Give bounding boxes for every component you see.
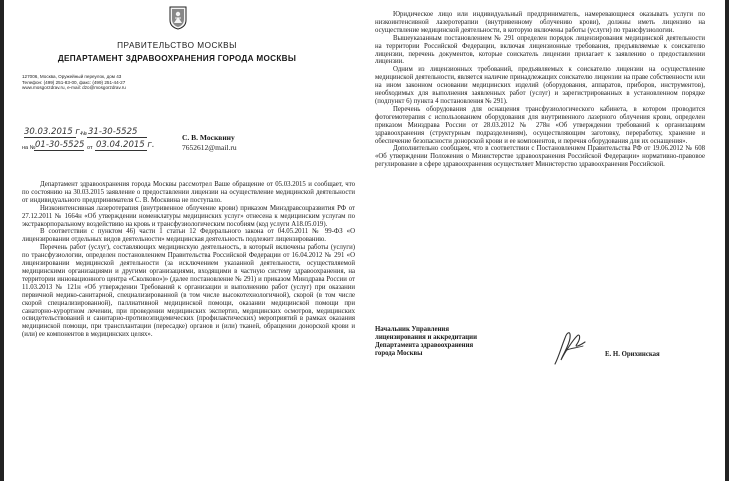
date-underline <box>24 137 76 138</box>
position-line: лицензирования и аккредитации <box>375 334 477 342</box>
registration-date: 30.03.2015 г. <box>24 127 83 137</box>
position-line: Начальник Управления <box>375 326 450 333</box>
paragraph: Перечень оборудования для оснащения трансфузиологического кабинета, в котором проводится фотогемотерапия с использованием оборудования для внутривенного лазерного облучения крови, определен приказом Минздрава России от 28.03.2012 № 278н «Об утверждении требований к организациям здравоохранения (структурным подразделениям), осуществляющим заготовку, переработку, хранение и обеспечение безопасности донорской крови и ее компонентов, и перечня оборудования для их оснащения». <box>375 105 705 145</box>
left-column <box>22 0 355 481</box>
page-edge-left <box>0 0 4 481</box>
handwritten-signature <box>547 326 591 368</box>
position-line: города Москвы <box>375 350 423 358</box>
recipient-name: С. В. Москвину <box>182 133 235 142</box>
moscow-coat-of-arms-icon <box>169 6 187 30</box>
number-underline <box>87 137 147 138</box>
reference-date-underline <box>95 150 147 151</box>
paragraph: Юридическое лицо или индивидуальный предприниматель, намеревающиеся оказывать услуги по низкоинтенсивной лазеротерапии (внутривенному облучению крови), должны иметь лицензию на осуществление медицинской деятельности, в которую включены работы (услуги) по трансфузиологии. <box>375 11 705 34</box>
paragraph: В соответствии с пунктом 46) части 1 статьи 12 Федерального закона от 04.05.2011 № 99-ФЗ «О лицензировании отдельных видов деятельности» медицинская деятельность подлежит лицензированию. <box>22 228 355 244</box>
phone-line: Телефон: (499) 251-83-00, факс: (499) 251-44-27 <box>22 79 126 85</box>
signatory-position <box>375 326 477 358</box>
paragraph: Низкоинтенсивная лазеротерапия (внутривенное облучение крови) приказом Минздравсоцразвития РФ от 27.12.2011 № 1664н «Об утверждении номенклатуры медицинских услуг» отнесена к медицинским услугам по экстракорпоральному воздействию на кровь и трансфузиологическим пособиям (код услуги A18.05.019). <box>22 204 355 228</box>
from-label: от <box>87 145 93 151</box>
number-sign: № <box>81 131 87 137</box>
signer-name: Е. Н. Орихинская <box>605 351 660 358</box>
left-body-text <box>22 181 355 339</box>
reference-underline <box>34 150 84 151</box>
page-edge-right <box>725 0 729 481</box>
right-column <box>375 0 705 481</box>
web-email-line: www.mosgorzdrav.ru, e-mail: dzo@mosgorzdrav.ru <box>22 85 126 90</box>
right-body-text <box>375 11 705 169</box>
reference-date: 03.04.2015 г. <box>96 140 155 150</box>
paragraph: Дополнительно сообщаем, что в соответствии с Постановлением Правительства РФ от 19.06.2012 № 608 «Об утверждении Положения о Министерстве здравоохранения Российской Федерации» нормативно-правовое регулирование в сфере здравоохранения осуществляет Министерство здравоохранения Российской. <box>375 145 705 169</box>
paragraph: Одним из лицензионных требований, предъявляемых к соискателю лицензии на осуществление медицинской деятельности, является наличие принадлежащих соискателю лицензии на праве собственности или на ином законном основании медицинских изделий (оборудования, аппаратов, приборов, инструментов), необходимых для выполнения заявленных работ (услуг) и зарегистрированных в установленном порядке (подпункт 6) пункта 4 постановления № 291). <box>375 66 705 105</box>
address-line: 127006, Москва, Оружейный переулок, дом 43 <box>22 74 122 79</box>
paragraph: Перечень работ (услуг), составляющих медицинскую деятельность, в который включены работы (услуги) по трансфузиологии, определен постановлением Правительства Российской Федерации от 16.04.2012 № 291 «О лицензировании медицинской деятельности (за исключением указанной деятельности, осуществляемой медицинскими организациями и другими организациями, входящими в частную систему здравоохранения, на территории инновационного центра «Сколково»)» (далее постановление № 291) и приказом Минздрава России от 11.03.2013 № 121н «Об утверждении Требований к организации и выполнению работ (услуг) при оказании первичной медико-санитарной, специализированной (в том числе высокотехнологичной), скорой (в том числе скорой специализированной), паллиативной медицинской помощи, оказании медицинской помощи при санаторно-курортном лечении, при проведении медицинских экспертиз, медицинских осмотров, медицинских освидетельствований и санитарно-противоэпидемических (профилактических) мероприятий в рамках оказания медицинской помощи, при трансплантации (пересадке) органов и (или) тканей, обращении донорской крови и (или) ее компонентов в медицинских целях». <box>22 244 355 339</box>
registration-number: 31-30-5525 <box>88 127 138 137</box>
reference-number: 01-30-5525 <box>35 140 85 150</box>
department-title: ДЕПАРТАМЕНТ ЗДРАВООХРАНЕНИЯ ГОРОДА МОСКВЫ <box>57 54 297 63</box>
paragraph: Департамент здравоохранения города Москвы рассмотрел Ваше обращение от 05.03.2015 и сообщает, что по состоянию на 30.03.2015 заявление о предоставлении лицензии на осуществление медицинской деятельности от индивидуального предпринимателя С. В. Москвина не поступало. <box>22 181 355 204</box>
paragraph: Вышеуказанным постановлением № 291 определен порядок лицензирования медицинской деятельности на территории Российской Федерации, включая лицензионные требования, предъявляемые к соискателю лицензии, перечень документов, которые соискатель лицензии прилагает к заявлению о предоставлении лицензии. <box>375 34 705 66</box>
position-line: Департамента здравоохранения <box>375 342 474 350</box>
government-title: ПРАВИТЕЛЬСТВО МОСКВЫ <box>117 41 237 50</box>
reference-label: на № <box>22 145 36 151</box>
recipient-email: 7652612@mail.ru <box>182 143 237 152</box>
